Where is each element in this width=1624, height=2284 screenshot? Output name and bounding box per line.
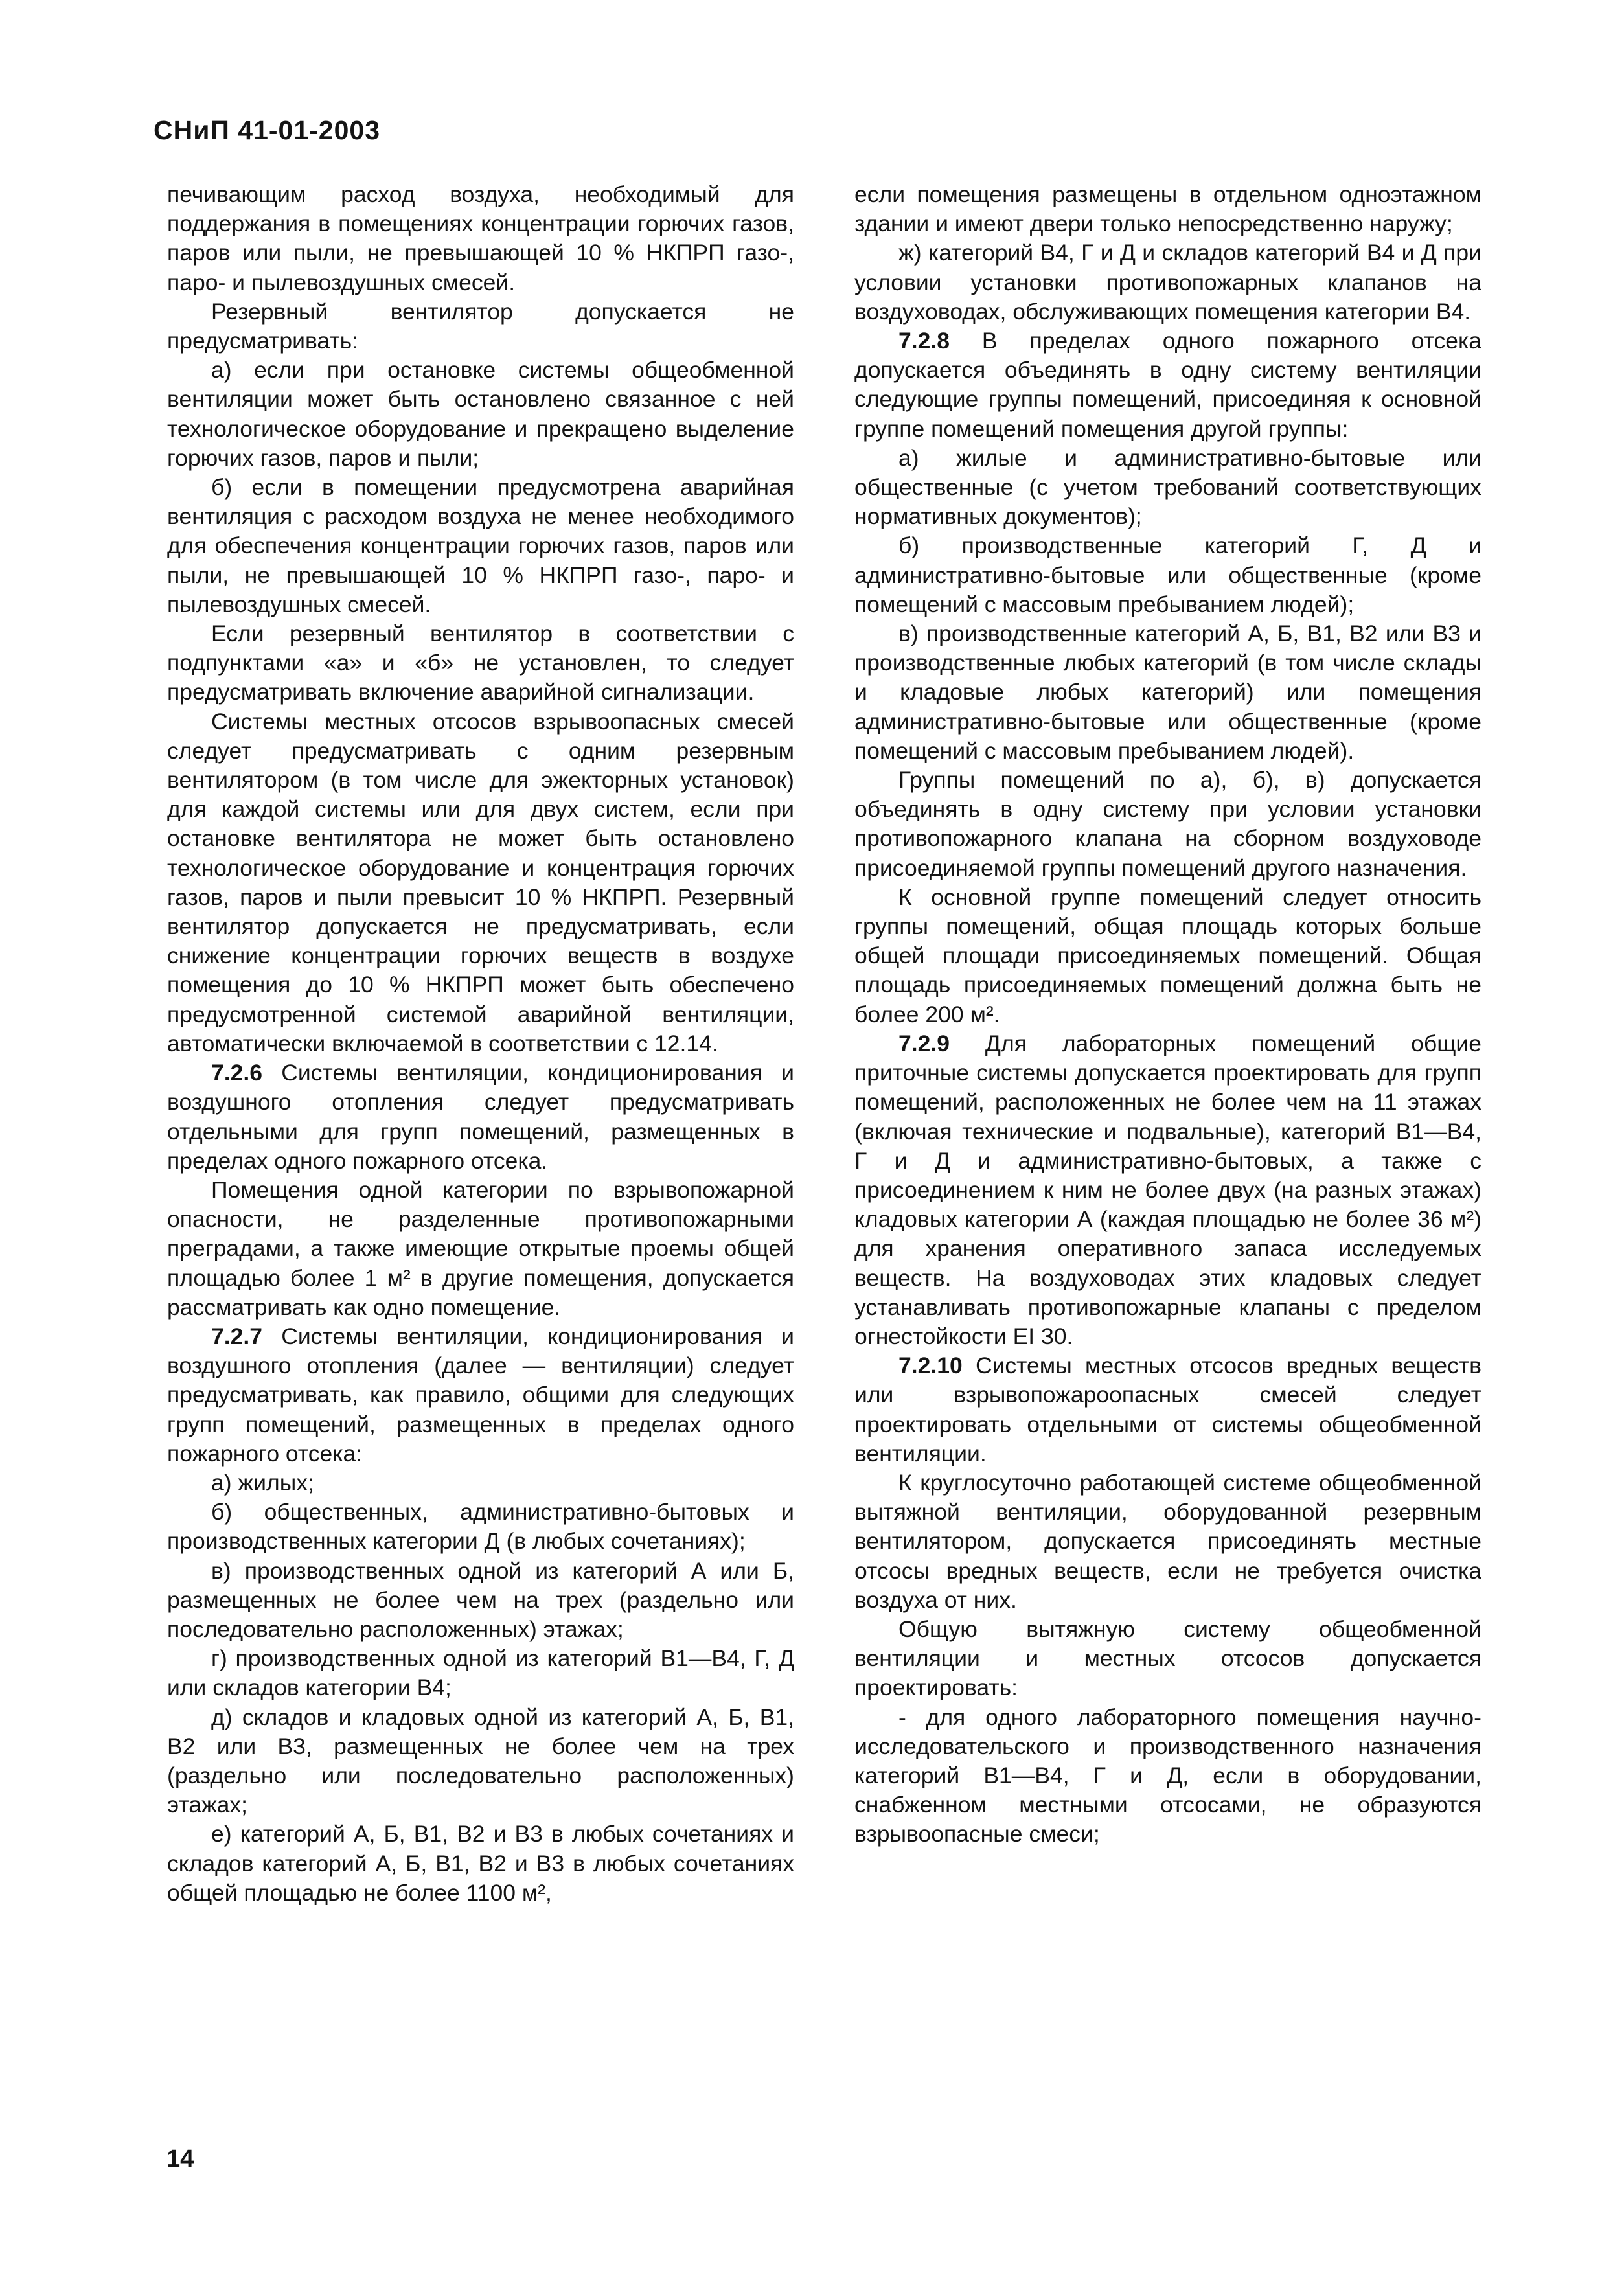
- section-number: 7.2.7: [211, 1323, 262, 1349]
- paragraph-text: К основной группе помещений следует относить группы помещений, общая площадь которых больше общей площади присоединяемых помещений. Общая площадь присоединяемых помещений должна быть не более 200 м².: [854, 884, 1481, 1027]
- paragraph: [854, 1703, 1481, 1849]
- paragraph-text: если помещения размещены в отдельном одноэтажном здании и имеют двери только непосредственно наружу;: [854, 181, 1481, 237]
- paragraph: [854, 883, 1481, 1029]
- paragraph-text: К круглосуточно работающей системе общеобменной вытяжной вентиляции, оборудованной резервным вентилятором, допускается присоединять местные отсосы вредных веществ, если не требуется очистка воздуха от них.: [854, 1469, 1481, 1613]
- paragraph-text: б) производственные категорий Г, Д и административно-бытовые или общественные (кроме помещений с массовым пребыванием людей);: [854, 532, 1481, 617]
- paragraph: [854, 1468, 1481, 1615]
- section-paragraph: [854, 1029, 1481, 1351]
- paragraph-text: Если резервный вентилятор в соответствии с подпунктами «а» и «б» не установлен, то следует предусматривать включение аварийной сигнализации.: [167, 621, 794, 705]
- section-paragraph: [854, 326, 1481, 444]
- paragraph-text: г) производственных одной из категорий В1—В4, Г, Д или складов категории В4;: [167, 1645, 794, 1701]
- section-paragraph: [167, 1322, 794, 1468]
- document-code-header: СНиП 41-01-2003: [154, 115, 381, 145]
- paragraph: [167, 356, 794, 473]
- paragraph: [167, 1557, 794, 1645]
- section-number: 7.2.8: [898, 328, 950, 354]
- paragraph-continuation: [854, 180, 1481, 238]
- section-number: 7.2.9: [898, 1030, 950, 1056]
- paragraph: [167, 473, 794, 619]
- paragraph-text: в) производственных одной из категорий А или Б, размещенных не более чем на трех (раздельно или последовательно расположенных) этажах;: [167, 1557, 794, 1642]
- paragraph: [167, 1644, 794, 1702]
- paragraph: [854, 1615, 1481, 1703]
- paragraph-text: Системы местных отсосов вредных веществ или взрывопожароопасных смесей следует проектировать отдельными от системы общеобменной вентиляции.: [854, 1353, 1481, 1467]
- paragraph-continuation: [167, 180, 794, 297]
- paragraph: [167, 707, 794, 1058]
- paragraph-text: в) производственные категорий А, Б, В1, В2 или В3 и производственные любых категорий (в том числе склады и кладовые любых категорий) или помещения административно-бытовые или общественные (кроме помещений с массовым пребыванием людей).: [854, 621, 1481, 764]
- paragraph-text: В пределах одного пожарного отсека допускается объединять в одну систему вентиляции следующие группы помещений, присоединяя к основной группе помещений помещения другой группы:: [854, 328, 1481, 442]
- paragraph-text: Системы вентиляции, кондиционирования и воздушного отопления (далее — вентиляции) следует предусматривать, как правило, общими для следующих групп помещений, размещенных в пределах одного пожарного отсека:: [167, 1323, 794, 1467]
- paragraph-text: б) если в помещении предусмотрена аварийная вентиляция с расходом воздуха не менее необходимого для обеспечения концентрации горючих газов, паров или пыли, не превышающей 10 % НКПРП газо-, паро- и пылевоздушных смесей.: [167, 474, 794, 617]
- paragraph: [167, 297, 794, 356]
- paragraph-text: б) общественных, административно-бытовых и производственных категории Д (в любых сочетаниях);: [167, 1499, 794, 1555]
- paragraph: [167, 1498, 794, 1556]
- paragraph: [854, 766, 1481, 883]
- paragraph: [167, 1176, 794, 1322]
- paragraph-text: а) жилых;: [211, 1469, 314, 1496]
- paragraph-text: а) если при остановке системы общеобменной вентиляции может быть остановлено связанное с ней технологическое оборудование и прекращено выделение горючих газов, паров и пыли;: [167, 357, 794, 471]
- section-paragraph: [854, 1351, 1481, 1468]
- paragraph: [854, 619, 1481, 766]
- paragraph-text: е) категорий А, Б, В1, В2 и В3 в любых сочетаниях и складов категорий А, Б, В1, В2 и В3 в любых сочетаниях общей площадью не более 1100 м²,: [167, 1821, 794, 1906]
- section-number: 7.2.10: [898, 1353, 963, 1379]
- paragraph-text: Для лабораторных помещений общие приточные системы допускается проектировать для групп помещений, расположенных не более чем на 11 этажах (включая технические и подвальные), категорий В1—В4, Г и Д и административно-бытовых, а также с присоединением к ним не более двух (на разных этажах) кладовых категории А (каждая площадью не более 36 м²) для хранения оперативного запаса исследуемых веществ. На воздуховодах этих кладовых следует устанавливать противопожарные клапаны с пределом огнестойкости EI 30.: [854, 1030, 1481, 1349]
- paragraph-text: печивающим расход воздуха, необходимый для поддержания в помещениях концентрации горючих газов, паров или пыли, не превышающей 10 % НКПРП газо-, паро- и пылевоздушных смесей.: [167, 181, 794, 295]
- paragraph: [854, 238, 1481, 326]
- paragraph: [167, 1703, 794, 1820]
- paragraph-text: Общую вытяжную систему общеобменной вентиляции и местных отсосов допускается проектировать:: [854, 1616, 1481, 1701]
- paragraph-text: Группы помещений по а), б), в) допускается объединять в одну систему при условии установки противопожарного клапана на сборном воздуховоде присоединяемой группы помещений другого назначения.: [854, 767, 1481, 881]
- paragraph: [854, 444, 1481, 532]
- paragraph-text: ж) категорий В4, Г и Д и складов категорий В4 и Д при условии установки противопожарных клапанов на воздуховодах, обслуживающих помещения категории В4.: [854, 240, 1481, 325]
- paragraph-text: а) жилые и административно-бытовые или общественные (с учетом требований соответствующих нормативных документов);: [854, 444, 1481, 530]
- paragraph-text: - для одного лабораторного помещения научно-исследовательского и производственного назначения категорий В1—В4, Г и Д, если в оборудовании, снабженном местными отсосами, не образуются взрывоопасные смеси;: [854, 1704, 1481, 1847]
- right-text-column: [854, 180, 1481, 1849]
- paragraph-text: Системы вентиляции, кондиционирования и воздушного отопления следует предусматривать отдельными для групп помещений, размещенных в пределах одного пожарного отсека.: [167, 1060, 794, 1174]
- section-paragraph: [167, 1058, 794, 1176]
- paragraph-text: Помещения одной категории по взрывопожарной опасности, не разделенные противопожарными преградами, а также имеющие открытые проемы общей площадью более 1 м² в другие помещения, допускается рассматривать как одно помещение.: [167, 1176, 794, 1320]
- left-text-column: [167, 180, 794, 1908]
- paragraph-text: Резервный вентилятор допускается не предусматривать:: [167, 298, 794, 354]
- paragraph: [854, 531, 1481, 619]
- page-number: 14: [166, 2145, 194, 2173]
- paragraph: [167, 1820, 794, 1908]
- paragraph-text: д) складов и кладовых одной из категорий А, Б, В1, В2 или В3, размещенных не более чем на трех (раздельно или последовательно расположенных) этажах;: [167, 1704, 794, 1818]
- section-number: 7.2.6: [211, 1060, 262, 1086]
- paragraph: [167, 1468, 794, 1498]
- paragraph: [167, 619, 794, 707]
- paragraph-text: Системы местных отсосов взрывоопасных смесей следует предусматривать с одним резервным вентилятором (в том числе для эжекторных установок) для каждой системы или для двух систем, если при остановке вентилятора не может быть остановлено технологическое оборудование и концентрация горючих газов, паров и пыли превысит 10 % НКПРП. Резервный вентилятор допускается не предусматривать, если снижение концентрации горючих веществ в воздухе помещения до 10 % НКПРП может быть обеспечено предусмотренной системой аварийной вентиляции, автоматически включаемой в соответствии с 12.14.: [167, 708, 794, 1056]
